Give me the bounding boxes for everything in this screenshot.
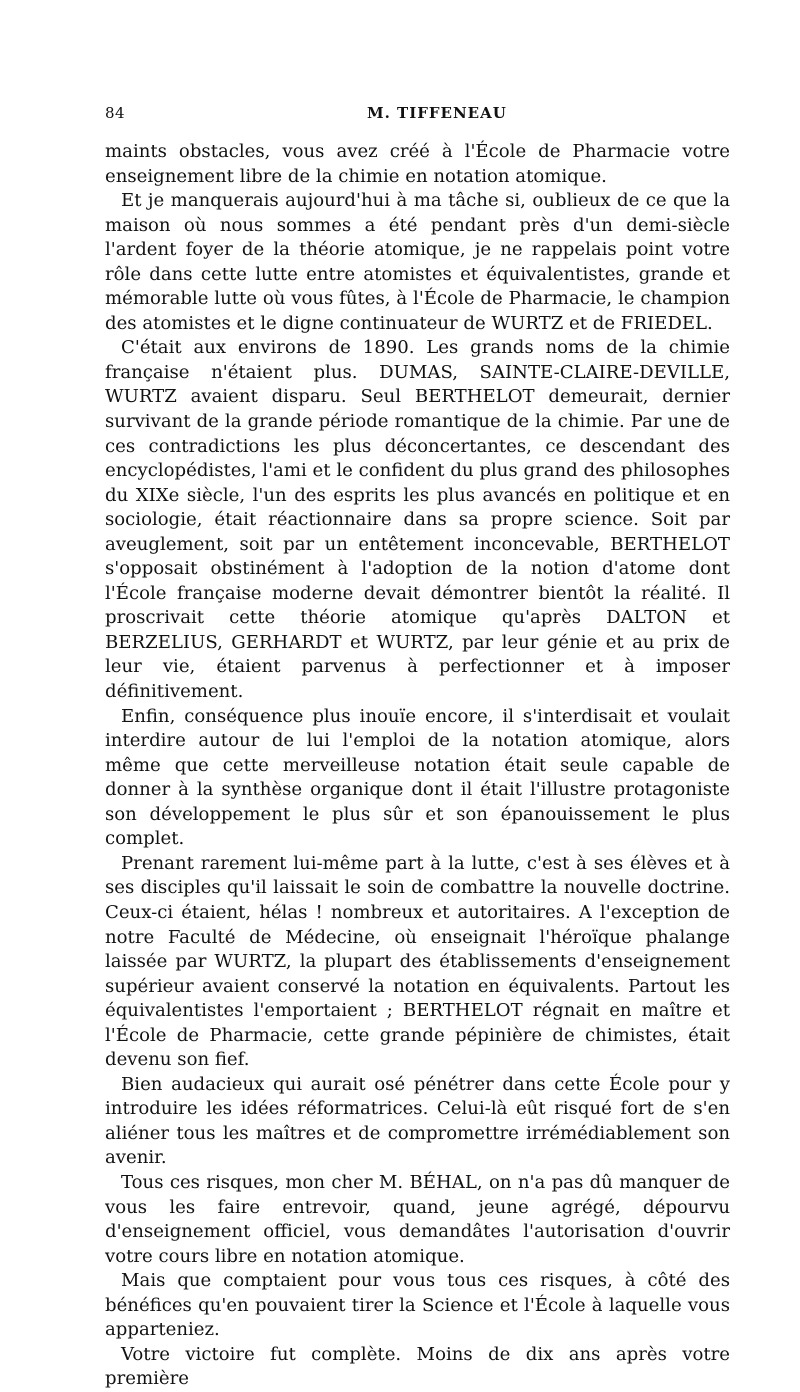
paragraph: Mais que comptaient pour vous tous ces risques, à côté des bénéfices qu'en pouvaient tirer la Science et l'École à laquelle vous apparteniez.	[105, 1270, 730, 1341]
page-number: 84	[105, 104, 126, 122]
paragraph: Prenant rarement lui-même part à la lutte, c'est à ses élèves et à ses disciples qu'il laissait le soin de combattre la nouvelle doctrine. Ceux-ci étaient, hélas ! nombreux et autoritaires. A l'exception de notre Faculté de Médecine, où enseignait l'héroïque phalange laissée par WURTZ, la plupart des établissements d'enseignement supérieur avaient conservé la notation en équivalents. Partout les équivalentistes l'emportaient ; BERTHELOT régnait en maître et l'École de Pharmacie, cette grande pépinière de chimistes, était devenu son fief.	[105, 852, 730, 1071]
paragraph: Et je manquerais aujourd'hui à ma tâche si, oublieux de ce que la maison où nous sommes a été pendant près d'un demi-siècle l'ardent foyer de la théorie atomique, je ne rappelais point votre rôle dans cette lutte entre atomistes et équivalentistes, grande et mémorable lutte où vous fûtes, à l'École de Pharmacie, le champion des atomistes et le digne continuateur de WURTZ et de FRIEDEL.	[105, 190, 730, 334]
paragraph: Votre victoire fut complète. Moins de dix ans après votre première	[105, 1343, 730, 1390]
page-header	[105, 104, 730, 128]
paragraph: C'était aux environs de 1890. Les grands noms de la chimie française n'étaient plus. DUMAS, SAINTE-CLAIRE-DEVILLE, WURTZ avaient disparu. Seul BERTHELOT demeurait, dernier survivant de la grande période romantique de la chimie. Par une de ces contradictions les plus déconcertantes, ce descendant des encyclopédistes, l'ami et le confident du plus grand des philosophes du XIXe siècle, l'un des esprits les plus avancés en politique et en sociologie, était réactionnaire dans sa propre science. Soit par aveuglement, soit par un entêtement inconcevable, BERTHELOT s'opposait obstinément à l'adoption de la notion d'atome dont l'École française moderne devait démontrer bientôt la réalité. Il proscrivait cette théorie atomique qu'après DALTON et BERZELIUS, GERHARDT et WURTZ, par leur génie et au prix de leur vie, étaient parvenus à perfectionner et à imposer définitivement.	[105, 337, 730, 703]
running-head: M. TIFFENEAU	[367, 104, 507, 122]
body-text	[105, 140, 730, 1392]
paragraph: Tous ces risques, mon cher M. BÉHAL, on n'a pas dû manquer de vous les faire entrevoir, quand, jeune agrégé, dépourvu d'enseignement officiel, vous demandâtes l'autorisation d'ouvrir votre cours libre en notation atomique.	[105, 1171, 730, 1267]
paragraph: Bien audacieux qui aurait osé pénétrer dans cette École pour y introduire les idées réformatrices. Celui-là eût risqué fort de s'en aliéner tous les maîtres et de compromettre irrémédiablement son avenir.	[105, 1073, 730, 1169]
paragraph: maints obstacles, vous avez créé à l'École de Pharmacie votre enseignement libre de la chimie en notation atomique.	[105, 141, 730, 187]
paragraph: Enfin, conséquence plus inouïe encore, il s'interdisait et voulait interdire autour de lui l'emploi de la notation atomique, alors même que cette merveilleuse notation était seule capable de donner à la synthèse organique dont il était l'illustre protagoniste son développement le plus sûr et son épanouissement le plus complet.	[105, 705, 730, 850]
